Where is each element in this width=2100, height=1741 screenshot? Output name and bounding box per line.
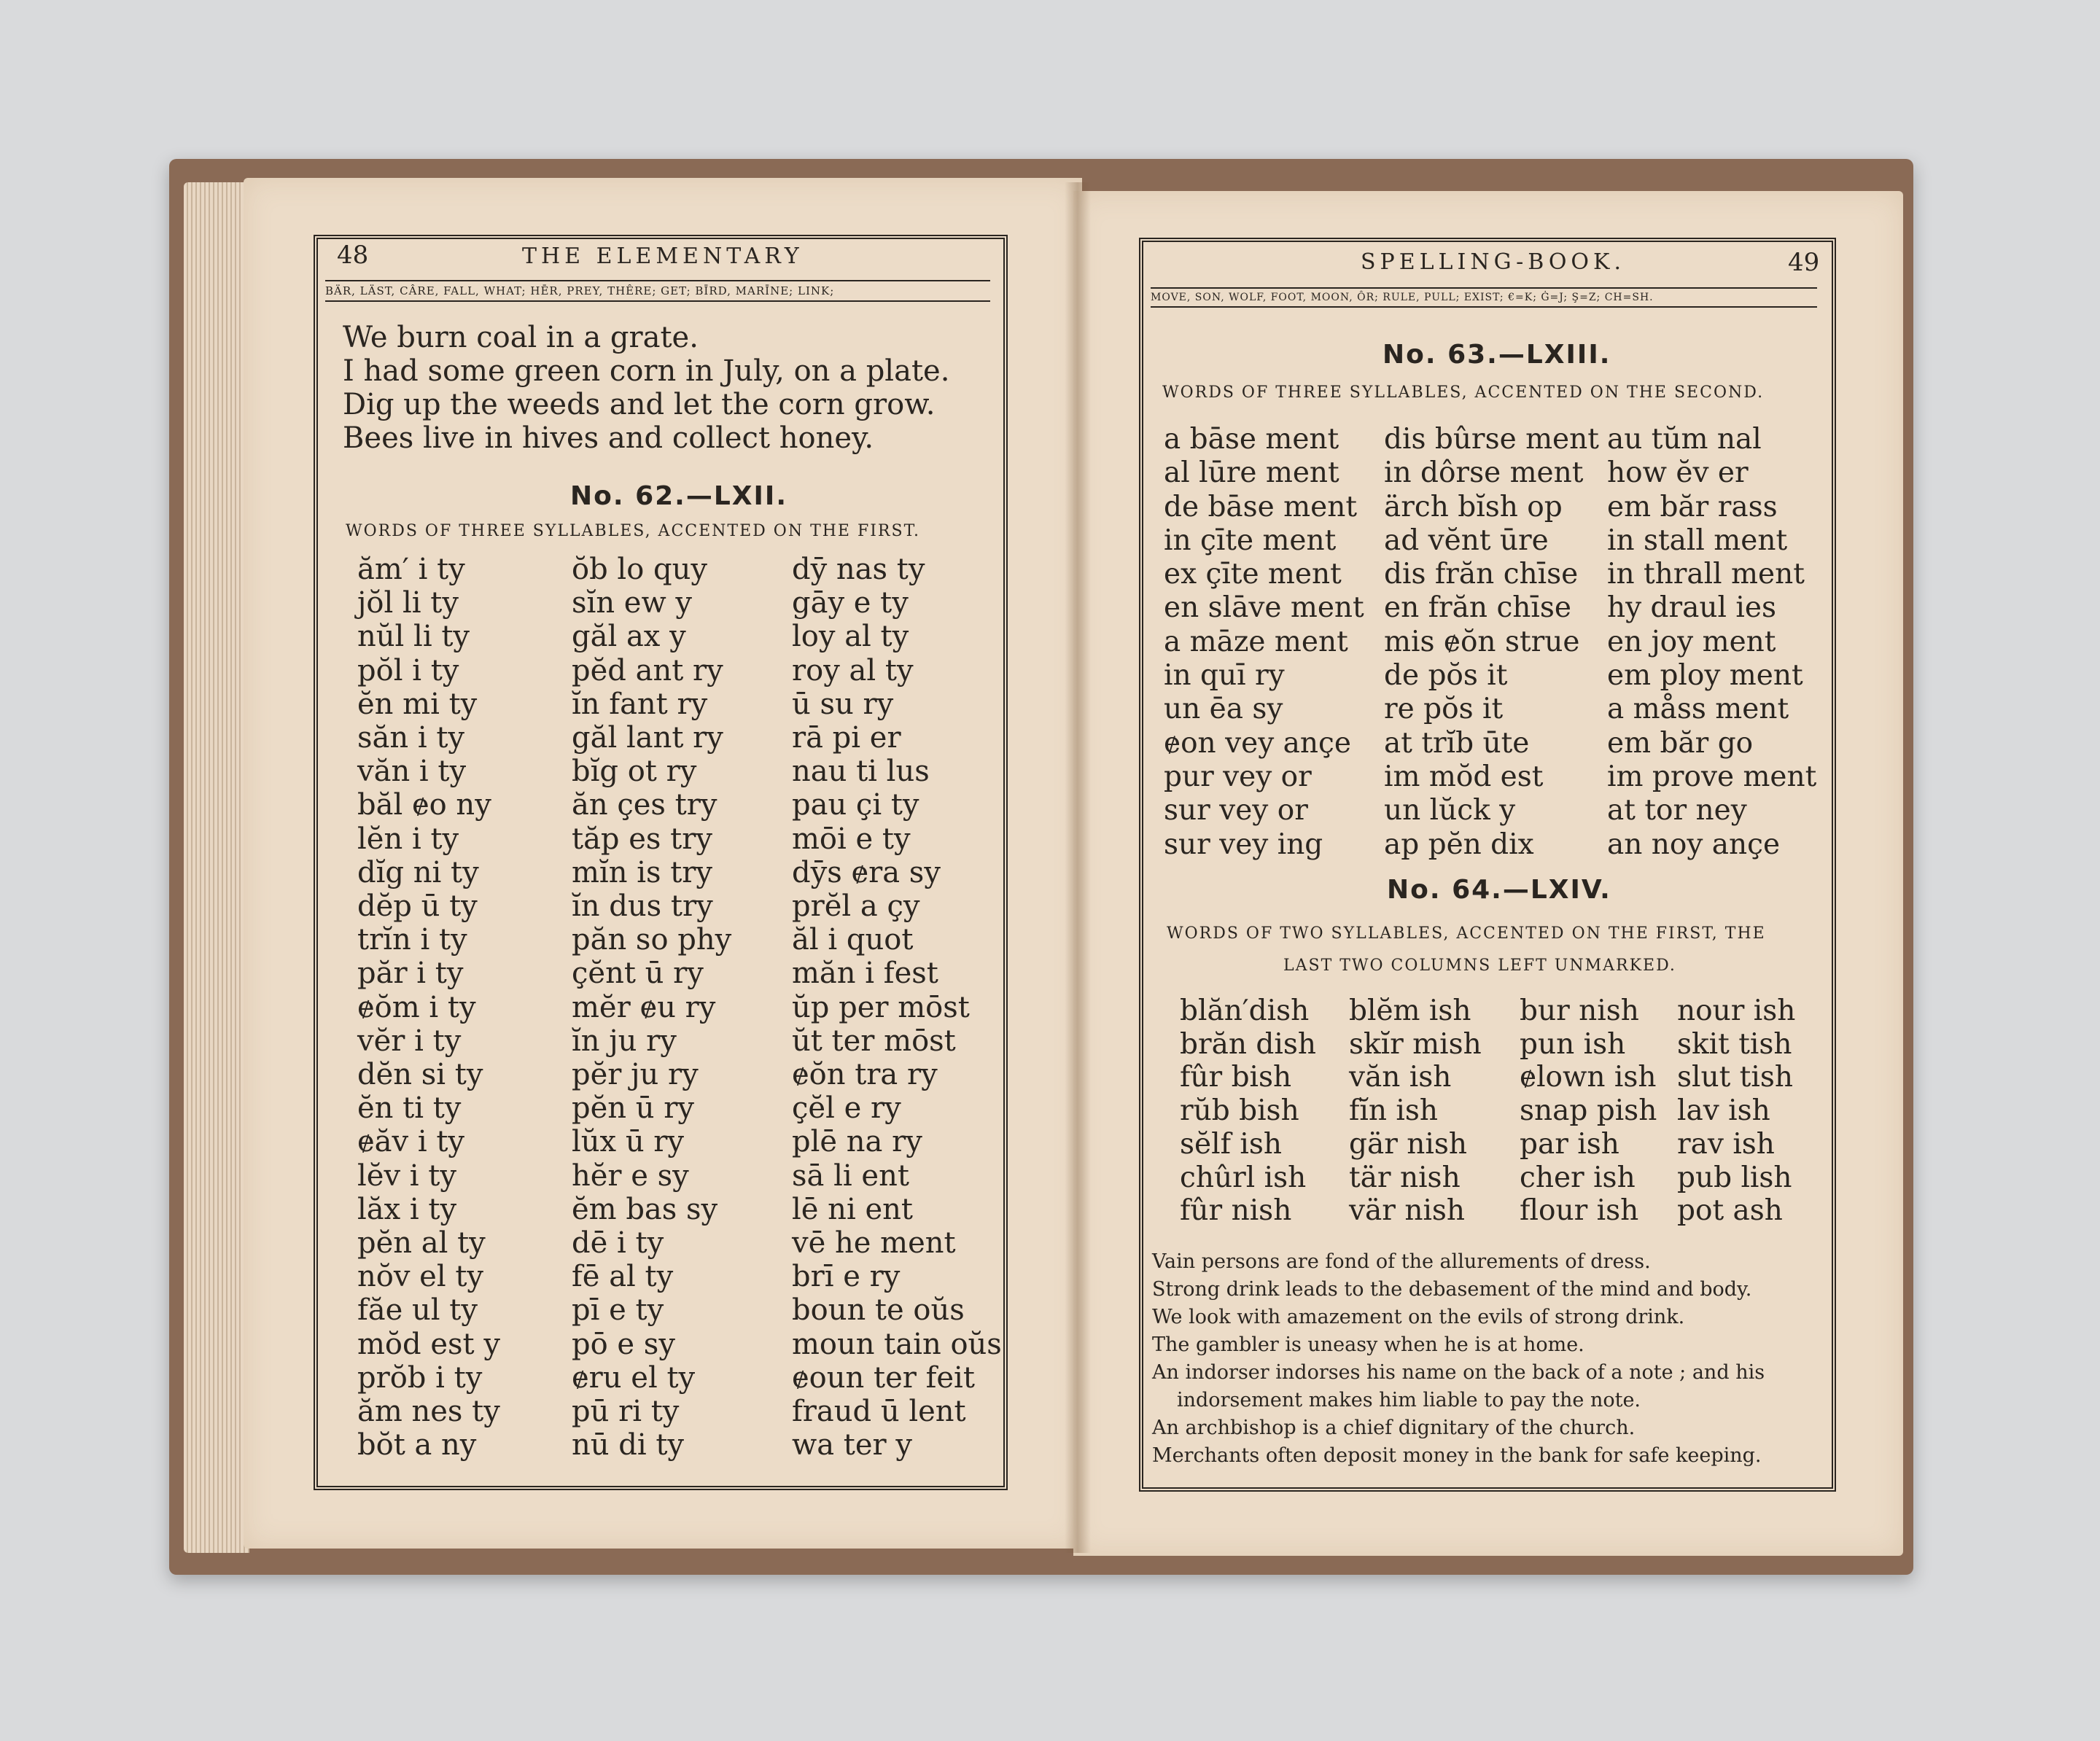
spelling-word: un ēa sy (1164, 693, 1283, 726)
lesson-64-column-3 (1520, 994, 1657, 1228)
lesson-63-title: No. 63.—LXIII. (1382, 340, 1611, 370)
spelling-word: sur vey ing (1164, 827, 1323, 861)
spelling-word: skit tish (1677, 1027, 1792, 1061)
page-edges (184, 182, 249, 1553)
spelling-word: mĭn is try (572, 855, 713, 889)
spelling-word: ăm nes ty (357, 1395, 500, 1429)
spelling-word: chûrl ish (1180, 1161, 1307, 1194)
spelling-word: ɇlown ish (1520, 1061, 1657, 1094)
spelling-word: ap pĕn dix (1384, 827, 1534, 861)
spelling-word: em băr rass (1607, 490, 1778, 523)
sentence-line: We look with amazement on the evils of strong drink. (1152, 1306, 1685, 1328)
spelling-word: fûr nish (1180, 1194, 1292, 1228)
spelling-word: prĕl a çy (792, 889, 920, 924)
spelling-word: em băr go (1607, 726, 1754, 760)
spelling-word: tăp es try (572, 822, 712, 856)
spelling-word: tär nish (1349, 1161, 1461, 1194)
spelling-word: ăl i quot (792, 923, 914, 957)
spelling-word: dȳs ɇra sy (792, 855, 941, 889)
spelling-word: cher ish (1520, 1161, 1636, 1194)
spelling-word: săn i ty (357, 721, 465, 755)
spelling-word: găl ax y (572, 620, 686, 654)
spelling-word: vär nish (1349, 1194, 1466, 1228)
spelling-word: lav ish (1677, 1094, 1770, 1128)
sentence-line: Vain persons are fond of the allurements of dress. (1152, 1250, 1651, 1273)
spelling-word: au tŭm nal (1607, 423, 1762, 456)
right-running-head: SPELLING-BOOK. (1361, 249, 1625, 275)
spelling-word: găl lant ry (572, 721, 723, 755)
spelling-word: fē al ty (572, 1260, 674, 1294)
spelling-word: mŏd est y (357, 1327, 500, 1361)
left-intro-text (343, 321, 949, 455)
spelling-word: rŭb bish (1180, 1094, 1299, 1128)
spelling-word: pū ri ty (572, 1395, 680, 1429)
spelling-word: in thrall ment (1607, 558, 1805, 591)
spelling-word: boun te oŭs (792, 1293, 965, 1328)
spelling-word: brăn dish (1180, 1027, 1316, 1061)
spelling-word: ɇăv i ty (357, 1125, 465, 1159)
lesson-64-column-4 (1677, 994, 1795, 1228)
spelling-word: in quī ry (1164, 659, 1285, 693)
lesson-64-title: No. 64.—LXIV. (1387, 875, 1611, 905)
spelling-word: mōi e ty (792, 822, 911, 856)
spelling-word: ŭp per mōst (792, 990, 970, 1024)
spelling-word: blăn′dish (1180, 994, 1310, 1027)
spelling-word: ĕm bas sy (572, 1192, 718, 1226)
spelling-word: trĭn i ty (357, 923, 467, 957)
spelling-word: ärch bĭsh op (1384, 490, 1563, 523)
spelling-word: ad vĕnt ūre (1384, 523, 1549, 557)
spelling-word: how ĕv er (1607, 456, 1749, 490)
spelling-word: jŏl li ty (357, 586, 459, 620)
spelling-word: lē ni ent (792, 1192, 913, 1226)
spelling-word: par ish (1520, 1127, 1619, 1161)
sentence-line: An indorser indorses his name on the back of a note ; and his (1152, 1361, 1765, 1384)
spelling-word: bĭg ot ry (572, 755, 697, 789)
spelling-word: făe ul ty (357, 1293, 478, 1328)
spelling-word: ĭn fant ry (572, 687, 708, 721)
spelling-word: im mŏd est (1384, 760, 1544, 793)
spelling-word: ăm′ i ty (357, 553, 465, 586)
spelling-word: dȳ nas ty (792, 553, 925, 586)
left-pronunciation-key: BÄR, LÄST, CÂRE, FALL, WHAT; HĒR, PREY, THÊRE; GET; BĪRD, MARĪNE; LINK; (325, 280, 990, 302)
lesson-64-subtitle-line-2: LAST TWO COLUMNS LEFT UNMARKED. (1283, 957, 1676, 975)
spelling-word: a māze ment (1164, 625, 1348, 658)
spelling-word: mis ɇŏn strue (1384, 625, 1580, 658)
spelling-word: ĕn ti ty (357, 1091, 462, 1126)
spelling-word: prŏb i ty (357, 1360, 483, 1395)
spelling-word: blĕm ish (1349, 994, 1471, 1027)
spelling-word: dis bûrse ment (1384, 423, 1599, 456)
spelling-word: ɇŏm i ty (357, 990, 476, 1024)
spelling-word: fûr bish (1180, 1061, 1292, 1094)
lesson-62-column-2 (572, 553, 731, 1462)
spelling-word: păr i ty (357, 957, 464, 991)
spelling-word: pĕr ju ry (572, 1058, 699, 1092)
spelling-word: gāy e ty (792, 586, 909, 620)
spelling-word: en slāve ment (1164, 591, 1364, 625)
spelling-word: ɇŏn tra ry (792, 1058, 938, 1092)
spelling-word: rā pi er (792, 721, 901, 755)
spelling-word: lăx i ty (357, 1192, 457, 1226)
spelling-word: fraud ū lent (792, 1395, 966, 1429)
spelling-word: nour ish (1677, 994, 1796, 1027)
spelling-word: ɇru el ty (572, 1360, 696, 1395)
spelling-word: măn i fest (792, 957, 938, 991)
lesson-64-column-2 (1349, 994, 1482, 1228)
lesson-62-title: No. 62.—LXII. (570, 481, 788, 511)
spelling-word: mĕr ɇu ry (572, 990, 716, 1024)
spelling-word: vē he ment (792, 1226, 956, 1261)
spelling-word: bur nish (1520, 994, 1639, 1027)
lesson-62-column-1 (357, 553, 500, 1462)
spelling-word: çĕnt ū ry (572, 957, 704, 991)
sentence-line: An archbishop is a chief dignitary of the church. (1152, 1417, 1636, 1439)
spelling-word: bŏt a ny (357, 1428, 477, 1462)
spelling-word: nū di ty (572, 1428, 685, 1462)
reading-sentences (1152, 1248, 1765, 1470)
spelling-word: văn ish (1349, 1061, 1452, 1094)
spelling-word: ăn çes try (572, 788, 718, 822)
spelling-word: em ploy ment (1607, 659, 1803, 693)
spelling-word: im prove ment (1607, 760, 1817, 793)
sentence-line: The gambler is uneasy when he is at home. (1152, 1333, 1584, 1356)
right-page-number: 49 (1788, 248, 1820, 277)
spelling-word: nau ti lus (792, 755, 930, 789)
spelling-word: vĕr i ty (357, 1024, 462, 1058)
spelling-word: flour ish (1520, 1194, 1639, 1228)
left-running-head: THE ELEMENTARY (522, 244, 804, 269)
lesson-63-column-1 (1164, 423, 1364, 862)
spelling-word: pī e ty (572, 1293, 664, 1328)
spelling-word: ex çīte ment (1164, 558, 1342, 591)
lesson-64-column-1 (1180, 994, 1316, 1228)
sentence-line: Merchants often deposit money in the bank for safe keeping. (1152, 1444, 1762, 1467)
spelling-word: pot ash (1677, 1194, 1783, 1228)
intro-line: I had some green corn in July, on a plate. (343, 354, 950, 388)
spelling-word: gär nish (1349, 1127, 1467, 1161)
lesson-62-column-3 (792, 553, 1002, 1462)
lesson-64-subtitle-line-1: WORDS OF TWO SYLLABLES, ACCENTED ON THE FIRST, THE (1167, 924, 1766, 943)
spelling-word: dis frăn chīse (1384, 558, 1579, 591)
spelling-word: dĕn si ty (357, 1058, 483, 1092)
spelling-word: ŭt ter mōst (792, 1024, 956, 1058)
spelling-word: in çīte ment (1164, 523, 1337, 557)
spelling-word: văn i ty (357, 755, 467, 789)
spelling-word: ĭn dus try (572, 889, 713, 924)
spelling-word: lĕn i ty (357, 822, 459, 856)
spelling-word: pun ish (1520, 1027, 1626, 1061)
spelling-word: at tor ney (1607, 794, 1747, 827)
spelling-word: a bāse ment (1164, 423, 1339, 456)
spelling-word: plē na ry (792, 1125, 922, 1159)
lesson-63-column-3 (1607, 423, 1816, 862)
right-pronunciation-key: MOVE, SON, WOLF, FOOT, MOON, ÔR; RULE, PULL; EXIST; €=K; Ġ=J; Ş=Z; CH=SH. (1151, 287, 1817, 308)
spelling-word: de bāse ment (1164, 490, 1358, 523)
spelling-word: snap pish (1520, 1094, 1657, 1128)
spelling-word: wa ter y (792, 1428, 912, 1462)
spelling-word: skĭr mish (1349, 1027, 1482, 1061)
spelling-word: pō e sy (572, 1327, 675, 1361)
intro-line: Dig up the weeds and let the corn grow. (343, 388, 936, 421)
spelling-word: pau çi ty (792, 788, 919, 822)
spelling-word: in dôrse ment (1384, 456, 1584, 490)
spelling-word: pub lish (1677, 1161, 1792, 1194)
spelling-word: rav ish (1677, 1127, 1775, 1161)
spelling-word: an noy ançe (1607, 827, 1781, 861)
lesson-63-column-2 (1384, 423, 1599, 862)
spelling-word: dĕp ū ty (357, 889, 478, 924)
spelling-word: dĭg ni ty (357, 855, 479, 889)
spelling-word: slut tish (1677, 1061, 1793, 1094)
spelling-word: pur vey or (1164, 760, 1312, 793)
spelling-word: păn so phy (572, 923, 732, 957)
spelling-word: al lūre ment (1164, 456, 1339, 490)
spelling-word: hĕr e sy (572, 1158, 689, 1193)
spelling-word: ĕn mi ty (357, 687, 478, 721)
spelling-word: ɇon vey ançe (1164, 726, 1351, 760)
spelling-word: ŏb lo quy (572, 553, 707, 586)
lesson-62-subtitle: WORDS OF THREE SYLLABLES, ACCENTED ON THE FIRST. (346, 522, 921, 540)
spelling-word: pŏl i ty (357, 653, 459, 688)
spelling-word: en frăn chīse (1384, 591, 1571, 625)
sentence-line: Strong drink leads to the debasement of the mind and body. (1152, 1278, 1752, 1301)
intro-line: We burn coal in a grate. (343, 321, 699, 354)
spelling-word: pĕn ū ry (572, 1091, 694, 1126)
book-gutter (1065, 182, 1091, 1553)
intro-line: Bees live in hives and collect honey. (343, 421, 874, 455)
spelling-word: ɇoun ter feit (792, 1360, 975, 1395)
spelling-word: moun tain oŭs (792, 1327, 1002, 1361)
spelling-word: de pŏs it (1384, 659, 1508, 693)
lesson-63-subtitle: WORDS OF THREE SYLLABLES, ACCENTED ON THE SECOND. (1162, 383, 1765, 402)
spelling-word: fĭn ish (1349, 1094, 1439, 1128)
spelling-word: nŭl li ty (357, 620, 470, 654)
spelling-word: loy al ty (792, 620, 909, 654)
spelling-word: lŭx ū ry (572, 1125, 685, 1159)
spelling-word: at trĭb ūte (1384, 726, 1530, 760)
spelling-word: sur vey or (1164, 794, 1308, 827)
spelling-word: pĕn al ty (357, 1226, 486, 1261)
spelling-word: nŏv el ty (357, 1260, 484, 1294)
spelling-word: ū su ry (792, 687, 894, 721)
spelling-word: ĭn ju ry (572, 1024, 677, 1058)
spelling-word: un lŭck y (1384, 794, 1516, 827)
spelling-word: in stall ment (1607, 523, 1788, 557)
spelling-word: en joy ment (1607, 625, 1776, 658)
spelling-word: hy draul ies (1607, 591, 1776, 625)
spelling-word: brī e ry (792, 1260, 901, 1294)
spelling-word: dē i ty (572, 1226, 664, 1261)
spelling-word: sĕlf ish (1180, 1127, 1283, 1161)
sentence-line: indorsement makes him liable to pay the note. (1177, 1389, 1641, 1411)
spelling-word: sĭn ew y (572, 586, 693, 620)
spelling-word: lĕv i ty (357, 1158, 456, 1193)
spelling-word: a måss ment (1607, 693, 1789, 726)
left-page-number: 48 (337, 241, 369, 270)
spelling-word: roy al ty (792, 653, 914, 688)
spelling-word: pĕd ant ry (572, 653, 723, 688)
spelling-word: băl ɇo ny (357, 788, 491, 822)
spelling-word: sā li ent (792, 1158, 909, 1193)
spelling-word: çĕl e ry (792, 1091, 901, 1126)
spelling-word: re pŏs it (1384, 693, 1504, 726)
